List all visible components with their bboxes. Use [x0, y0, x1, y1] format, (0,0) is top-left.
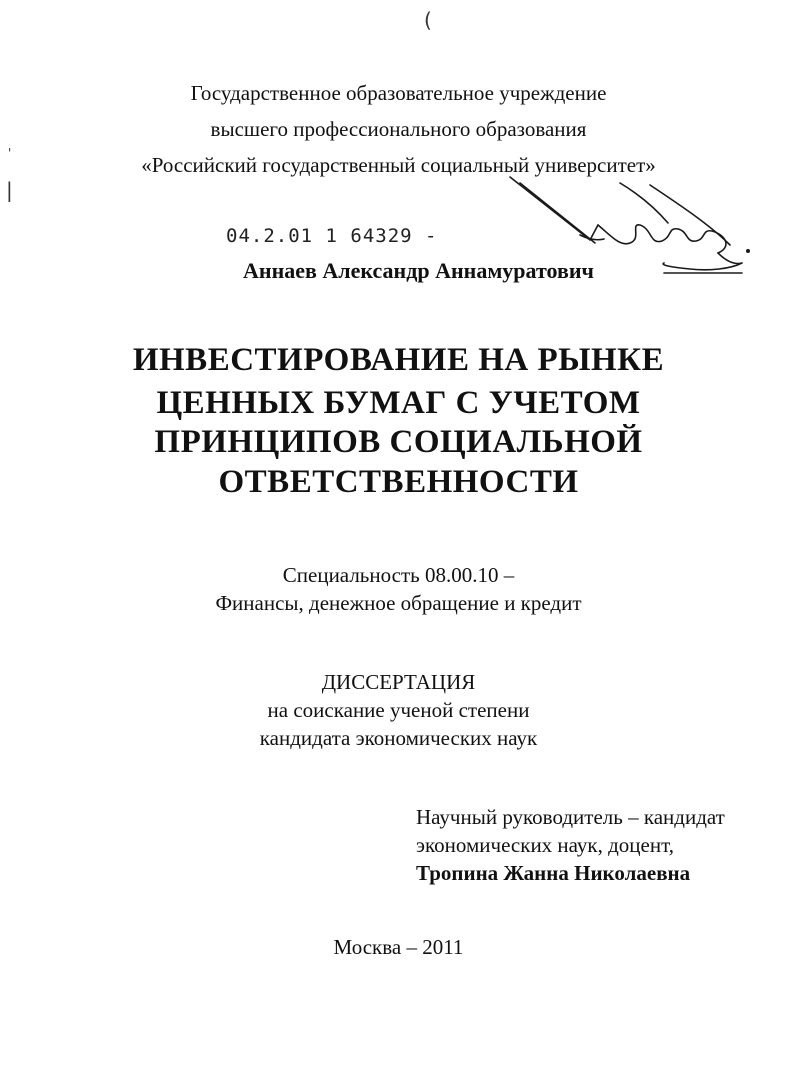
supervisor-line-1: Научный руководитель – кандидат	[416, 805, 725, 829]
title-line-4: ОТВЕТСТВЕННОСТИ	[218, 464, 579, 500]
author-name: Аннаев Александр Аннамуратович	[243, 258, 594, 283]
supervisor-line-2: экономических наук, доцент,	[416, 833, 674, 857]
specialty-line-1: Специальность 08.00.10 –	[282, 563, 515, 587]
institution-line-1: Государственное образовательное учреждение	[190, 81, 607, 105]
work-type-line-1: на соискание ученой степени	[267, 698, 530, 722]
work-type-line-2: кандидата экономических наук	[259, 726, 538, 750]
institution-line-2: высшего профессионального образования	[210, 117, 587, 141]
supervisor-name: Тропина Жанна Николаевна	[416, 861, 691, 885]
specialty-line-2: Финансы, денежное обращение и кредит	[215, 591, 582, 615]
institution-line-3: «Российский государственный социальный университет»	[141, 153, 656, 177]
scan-mark-left-small: '	[8, 146, 12, 160]
scan-mark-left-bar: |	[6, 178, 13, 202]
title-line-3: ПРИНЦИПОВ СОЦИАЛЬНОЙ	[154, 424, 643, 460]
work-type-heading: ДИССЕРТАЦИЯ	[321, 670, 476, 694]
title-line-2: ЦЕННЫХ БУМАГ С УЧЕТОМ	[156, 385, 641, 421]
scan-mark-top: (	[424, 8, 432, 32]
registration-number: 04.2.01 1 64329 -	[226, 225, 438, 247]
title-line-1: ИНВЕСТИРОВАНИЕ НА РЫНКЕ	[132, 342, 665, 378]
place-year: Москва – 2011	[333, 935, 464, 959]
